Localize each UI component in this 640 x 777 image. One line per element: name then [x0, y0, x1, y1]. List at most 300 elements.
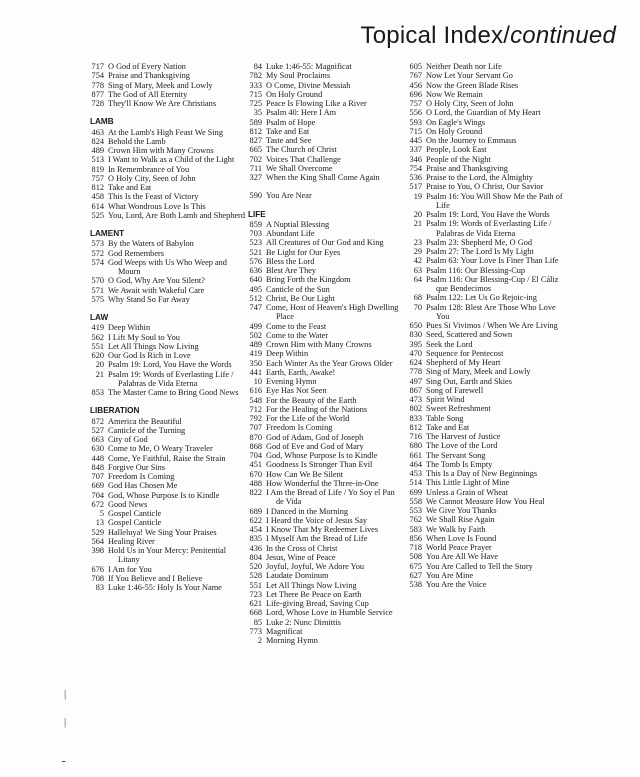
hymn-title: By the Waters of Babylon [108, 239, 194, 249]
hymn-number: 337 [409, 145, 422, 155]
page-title-continued: continued [510, 22, 616, 49]
spacer [244, 182, 402, 191]
hymn-title: Abundant Life [266, 229, 315, 238]
hymn-number: 551 [249, 580, 262, 590]
index-entry [86, 81, 246, 90]
hymn-title: God, Whose Purpose Is to Kindle [266, 451, 378, 460]
index-entry [244, 191, 402, 200]
hymn-number: 848 [91, 462, 104, 472]
hymn-title: Psalm 40: Here I Am [266, 108, 337, 118]
index-entry [244, 525, 402, 534]
hymn-number: 556 [409, 108, 422, 118]
hymn-title: Eye Has Not Seen [266, 386, 327, 396]
hymn-number: 670 [249, 469, 262, 479]
hymn-number: 669 [91, 481, 104, 491]
index-entry [404, 552, 564, 561]
index-entry [86, 71, 246, 80]
hymn-title: Psalm 27: The Lord Is My Light [426, 247, 534, 256]
hymn-title: When the King Shall Come Again [266, 173, 380, 182]
index-entry [244, 368, 402, 377]
hymn-title: Evening Hymn [266, 377, 317, 386]
hymn-title: Morning Hymn [266, 636, 318, 645]
hymn-title: O Come, Divine Messiah [266, 80, 351, 90]
hymn-title: On Eagle's Wings [426, 117, 486, 127]
hymn-title: Luke 1:46-55: Magnificat [266, 62, 352, 71]
index-entry [86, 472, 246, 481]
hymn-title: How Can We Be Silent [266, 469, 344, 479]
hymn-number: 20 [413, 210, 422, 219]
index-entry [244, 257, 402, 266]
index-entry [404, 349, 564, 358]
hymn-number: 521 [249, 247, 262, 257]
index-entry [404, 571, 564, 580]
index-entry [244, 331, 402, 340]
hymn-title: Bring Forth the Kingdom [266, 275, 351, 285]
index-entry [244, 340, 402, 349]
hymn-title: Let All Things Now Living [108, 341, 199, 351]
hymn-title: Why Stand So Far Away [108, 294, 190, 304]
hymn-title: We Await with Wakeful Care [108, 285, 205, 295]
hymn-title: Good News [108, 499, 148, 509]
hymn-number: 708 [91, 573, 104, 583]
hymn-title: Be Light for Our Eyes [266, 247, 341, 257]
hymn-number: 778 [409, 367, 422, 377]
hymn-title: Deep Within [108, 323, 151, 333]
hymn-number: 42 [413, 256, 422, 266]
hymn-number: 21 [95, 369, 104, 379]
hymn-title: Blest Are They [266, 266, 317, 275]
index-entry [244, 618, 402, 627]
hymn-number: 725 [249, 99, 262, 108]
hymn-title: Voices That Challenge [266, 154, 341, 164]
hymn-number: 573 [91, 239, 104, 249]
hymn-title: This Is a Day of New Beginnings [426, 469, 538, 478]
hymn-title: Let There Be Peace on Earth [266, 589, 362, 599]
hymn-title: We Walk by Faith [426, 524, 486, 534]
hymn-title: On Holy Ground [266, 89, 323, 99]
hymn-title: Praise to You, O Christ, Our Savior [426, 182, 544, 192]
hymn-number: 10 [253, 377, 262, 386]
index-entry [244, 127, 402, 136]
index-entry [404, 404, 564, 413]
index-entry [404, 330, 564, 339]
hymn-number: 773 [249, 626, 262, 636]
hymn-number: 327 [249, 173, 262, 182]
hymn-title: City of God [108, 435, 148, 444]
index-entry [404, 488, 564, 497]
hymn-title: I Danced in the Morning [266, 506, 349, 516]
index-entry [244, 136, 402, 145]
hymn-number: 661 [409, 450, 422, 460]
index-entry [244, 145, 402, 154]
hymn-title: You Are All We Have [426, 552, 499, 562]
hymn-title: This Little Light of Mine [426, 478, 510, 488]
index-entry [86, 491, 246, 500]
index-entry [244, 248, 402, 257]
index-entry [404, 534, 564, 543]
index-entry [86, 333, 246, 342]
hymn-number: 824 [91, 136, 104, 146]
index-entry [244, 599, 402, 608]
hymn-number: 23 [413, 237, 422, 247]
hymn-number: 605 [409, 62, 422, 71]
hymn-title: Canticle of the Turning [108, 425, 186, 435]
hymn-number: 668 [249, 608, 262, 618]
hymn-title: We Shall Rise Again [426, 515, 495, 525]
hymn-number: 830 [409, 330, 422, 340]
hymn-title: If You Believe and I Believe [108, 573, 203, 583]
hymn-title: On Holy Ground [426, 126, 483, 136]
index-entry [86, 183, 246, 192]
hymn-title: O God, Why Are You Silent? [108, 276, 205, 286]
hymn-number: 64 [413, 274, 422, 284]
hymn-number: 575 [91, 294, 104, 304]
hymn-number: 2 [257, 636, 262, 645]
hymn-title: I Know That My Redeemer Lives [266, 525, 379, 534]
hymn-title: For the Life of the World [266, 414, 350, 423]
index-entry [86, 90, 246, 99]
index-entry [86, 146, 246, 155]
hymn-number: 704 [91, 490, 104, 500]
index-entry [404, 469, 564, 478]
hymn-title: Taste and See [266, 136, 312, 145]
hymn-title: God Has Chosen Me [108, 481, 178, 491]
index-entry [244, 627, 402, 636]
hymn-title: The God of All Eternity [108, 89, 188, 99]
index-entry [86, 500, 246, 509]
hymn-number: 436 [249, 543, 262, 553]
index-entry [86, 258, 246, 277]
index-entry [86, 99, 246, 108]
hymn-number: 520 [249, 562, 262, 571]
index-entry [244, 349, 402, 358]
hymn-number: 497 [409, 376, 422, 386]
hymn-number: 572 [91, 248, 104, 258]
index-entry [86, 481, 246, 490]
hymn-number: 665 [249, 145, 262, 155]
hymn-title: Table Song [426, 413, 464, 423]
hymn-number: 614 [91, 201, 104, 211]
hymn-title: God, Whose Purpose Is to Kindle [108, 490, 220, 500]
hymn-number: 767 [409, 71, 422, 81]
index-entry [86, 574, 246, 583]
index-entry [244, 451, 402, 460]
index-entry [244, 414, 402, 423]
index-entry [244, 423, 402, 432]
index-entry [244, 396, 402, 405]
hymn-number: 630 [91, 444, 104, 454]
hymn-number: 715 [249, 89, 262, 99]
hymn-title: How Wonderful the Three-in-One [266, 478, 379, 488]
hymn-title: Come to the Feast [266, 321, 327, 331]
index-entry [86, 62, 246, 71]
hymn-number: 398 [91, 546, 104, 555]
hymn-number: 571 [91, 285, 104, 295]
hymn-title: Come to the Water [266, 330, 329, 340]
hymn-number: 711 [249, 163, 262, 173]
index-entry [244, 442, 402, 451]
index-entry [404, 460, 564, 469]
hymn-number: 576 [249, 256, 262, 266]
index-entry [404, 358, 564, 367]
hymn-number: 812 [409, 422, 422, 432]
topic-heading: LIBERATION [90, 406, 140, 416]
hymn-number: 757 [91, 173, 104, 183]
hymn-title: Psalm 63: Your Love Is Finer Than Life [426, 256, 559, 266]
corner-mark: ـ [62, 753, 66, 765]
hymn-title: The Love of the Lord [426, 441, 498, 451]
index-entry [404, 423, 564, 432]
index-entry [244, 220, 402, 229]
hymn-title: Psalm 19: Words of Everlasting Life / Palabras de Vida Eterna [426, 219, 552, 238]
hymn-title: Forgive Our Sins [108, 462, 166, 472]
index-entry [404, 386, 564, 395]
hymn-number: 333 [249, 80, 262, 90]
hymn-number: 517 [409, 182, 422, 192]
index-entry [404, 155, 564, 164]
hymn-number: 728 [91, 99, 104, 108]
hymn-number: 85 [253, 617, 262, 627]
hymn-number: 868 [249, 441, 262, 451]
hymn-title: Psalm 116: Our Blessing-Cup / El Cáliz que Bendecimos [426, 274, 559, 293]
hymn-number: 718 [409, 543, 422, 552]
index-entry [404, 340, 564, 349]
hymn-title: I Am the Bread of Life / Yo Soy el Pan de Vida [266, 488, 395, 507]
index-entry [404, 247, 564, 256]
hymn-title: The Harvest of Justice [426, 432, 501, 441]
hymn-title: Behold the Lamb [108, 136, 166, 146]
index-entry [86, 417, 246, 426]
index-entry [404, 562, 564, 571]
index-entry [86, 239, 246, 248]
hymn-number: 663 [91, 435, 104, 444]
index-entry [404, 173, 564, 182]
index-entry [244, 238, 402, 247]
index-entry [244, 108, 402, 117]
index-entry [404, 127, 564, 136]
index-entry [404, 71, 564, 80]
binding-tick-mark: | [64, 688, 67, 700]
hymn-title: God of Eve and God of Mary [266, 441, 364, 451]
hymn-title: Praise and Thanksgiving [426, 163, 508, 173]
index-column-1 [86, 62, 246, 592]
hymn-number: 822 [249, 488, 262, 497]
index-entry [86, 518, 246, 527]
hymn-title: God Remembers [108, 248, 164, 258]
hymn-number: 489 [249, 340, 262, 349]
hymn-number: 819 [91, 164, 104, 174]
hymn-number: 583 [409, 524, 422, 534]
index-entry [404, 395, 564, 404]
hymn-title: Peace Is Flowing Like a River [266, 99, 367, 108]
hymn-number: 754 [409, 163, 422, 173]
hymn-title: Now Let Your Servant Go [426, 71, 513, 81]
hymn-number: 19 [413, 191, 422, 201]
hymn-number: 627 [409, 570, 422, 580]
index-entry [404, 377, 564, 386]
hymn-number: 696 [409, 89, 422, 99]
hymn-number: 558 [409, 496, 422, 506]
hymn-title: Seek the Lord [426, 339, 473, 349]
index-entry [404, 275, 564, 294]
hymn-number: 5 [99, 509, 104, 518]
hymn-number: 680 [409, 441, 422, 451]
hymn-number: 512 [249, 293, 262, 303]
hymn-title: Neither Death nor Life [426, 62, 502, 71]
hymn-number: 640 [249, 275, 262, 285]
hymn-title: I Myself Am the Bread of Life [266, 534, 368, 544]
hymn-number: 672 [91, 499, 104, 509]
index-entry [404, 118, 564, 127]
hymn-number: 564 [91, 536, 104, 546]
index-entry [404, 90, 564, 99]
hymn-title: All Creatures of Our God and King [266, 238, 384, 248]
hymn-title: I Heard the Voice of Jesus Say [266, 515, 368, 525]
hymn-title: You, Lord, Are Both Lamb and Shepherd [108, 210, 245, 220]
hymn-title: The Tomb Is Empty [426, 459, 493, 469]
hymn-number: 747 [249, 303, 262, 312]
index-entry [86, 426, 246, 435]
hymn-number: 650 [409, 321, 422, 330]
index-entry [244, 229, 402, 238]
hymn-number: 29 [413, 247, 422, 256]
hymn-number: 676 [91, 564, 104, 574]
hymn-number: 717 [91, 62, 104, 71]
hymn-number: 528 [249, 571, 262, 581]
page-title [361, 22, 616, 50]
hymn-title: On the Journey to Emmaus [426, 136, 517, 145]
hymn-number: 63 [413, 265, 422, 275]
hymn-title: People of the Night [426, 154, 491, 164]
hymn-number: 699 [409, 487, 422, 497]
hymn-title: My Soul Proclaims [266, 71, 331, 81]
index-entry [244, 377, 402, 386]
hymn-number: 792 [249, 414, 262, 423]
index-entry [86, 249, 246, 258]
hymn-number: 456 [409, 80, 422, 90]
index-column-3 [404, 62, 564, 589]
index-entry [404, 321, 564, 330]
index-entry [404, 145, 564, 154]
page-title-main: Topical Index/ [360, 22, 511, 49]
index-entry [404, 99, 564, 108]
hymn-title: Sing of Mary, Meek and Lowly [426, 367, 531, 377]
hymn-title: They'll Know We Are Christians [108, 99, 217, 108]
index-entry [244, 99, 402, 108]
hymn-number: 502 [249, 330, 262, 340]
hymn-title: The Church of Christ [266, 145, 337, 155]
hymn-title: Take and Eat [108, 183, 152, 192]
index-entry [244, 433, 402, 442]
hymn-number: 754 [91, 71, 104, 81]
hymn-title: You Are the Voice [426, 580, 487, 589]
hymn-title: Now the Green Blade Rises [426, 80, 519, 90]
hymn-title: God of Adam, God of Joseph [266, 432, 364, 442]
hymn-number: 538 [409, 580, 422, 589]
hymn-number: 812 [91, 183, 104, 192]
hymn-title: Magnificat [266, 626, 303, 636]
hymn-number: 833 [409, 413, 422, 423]
hymn-title: For the Healing of the Nations [266, 404, 368, 414]
hymn-number: 782 [249, 71, 262, 81]
index-entry [244, 562, 402, 571]
hymn-number: 499 [249, 321, 262, 331]
hymn-number: 593 [409, 117, 422, 127]
hymn-number: 702 [249, 154, 262, 164]
hymn-number: 835 [249, 534, 262, 544]
hymn-title: Spirit Wind [426, 395, 465, 404]
hymn-number: 489 [91, 146, 104, 155]
hymn-title: When Love Is Found [426, 533, 497, 543]
index-entry [244, 405, 402, 414]
hymn-number: 757 [409, 99, 422, 108]
hymn-title: I Am for You [108, 564, 152, 574]
hymn-number: 441 [249, 367, 262, 377]
index-entry [244, 173, 402, 182]
hymn-number: 21 [413, 219, 422, 229]
hymn-number: 762 [409, 515, 422, 525]
index-entry [244, 303, 402, 322]
index-entry [244, 81, 402, 90]
hymn-title: This Is the Feast of Victory [108, 192, 199, 202]
index-entry [404, 497, 564, 506]
hymn-title: Psalm 16: You Will Show Me the Path of Life [426, 191, 563, 210]
hymn-title: In Remembrance of You [108, 164, 190, 174]
index-entry [404, 441, 564, 450]
hymn-number: 454 [249, 525, 262, 534]
hymn-number: 856 [409, 533, 422, 543]
hymn-number: 536 [409, 173, 422, 182]
hymn-title: Psalm 116: Our Blessing-Cup [426, 265, 526, 275]
index-entry [86, 463, 246, 472]
hymn-title: I Want to Walk as a Child of the Light [108, 155, 235, 165]
hymn-number: 620 [91, 351, 104, 360]
index-entry [244, 359, 402, 368]
hymn-title: Psalm 122: Let Us Go Rejoic-ing [426, 293, 537, 303]
hymn-title: Song of Farewell [426, 385, 484, 395]
hymn-title: A Nuptial Blessing [266, 219, 330, 229]
index-entry [86, 211, 246, 220]
index-entry [244, 516, 402, 525]
hymn-number: 870 [249, 432, 262, 442]
hymn-number: 84 [253, 62, 262, 71]
index-entry [244, 553, 402, 562]
hymn-title: Halleluya! We Sing Your Praises [108, 527, 217, 537]
index-entry [244, 294, 402, 303]
hymn-title: Seed, Scattered and Sown [426, 330, 513, 340]
hymn-title: Lord, Whose Love in Humble Service [266, 608, 393, 618]
hymn-title: Psalm 19: Words of Everlasting Life / Palabras de Vida Eterna [108, 369, 234, 388]
index-entry [86, 565, 246, 574]
hymn-number: 463 [91, 127, 104, 137]
topic-heading: LIFE [248, 209, 266, 219]
index-entry [404, 367, 564, 376]
hymn-number: 778 [91, 80, 104, 90]
hymn-title: I Lift My Soul to You [108, 332, 180, 342]
index-entry [404, 580, 564, 589]
index-entry [404, 238, 564, 247]
hymn-title: O Holy City, Seen of John [108, 173, 196, 183]
hymn-number: 13 [95, 518, 104, 528]
hymn-number: 712 [249, 404, 262, 414]
hymn-number: 419 [91, 323, 104, 333]
index-entry [244, 608, 402, 617]
hymn-title: Life-giving Bread, Saving Cup [266, 599, 369, 608]
hymn-number: 488 [249, 478, 262, 488]
index-entry [244, 386, 402, 395]
hymn-title: Unless a Grain of Wheat [426, 487, 508, 497]
index-entry [404, 478, 564, 487]
